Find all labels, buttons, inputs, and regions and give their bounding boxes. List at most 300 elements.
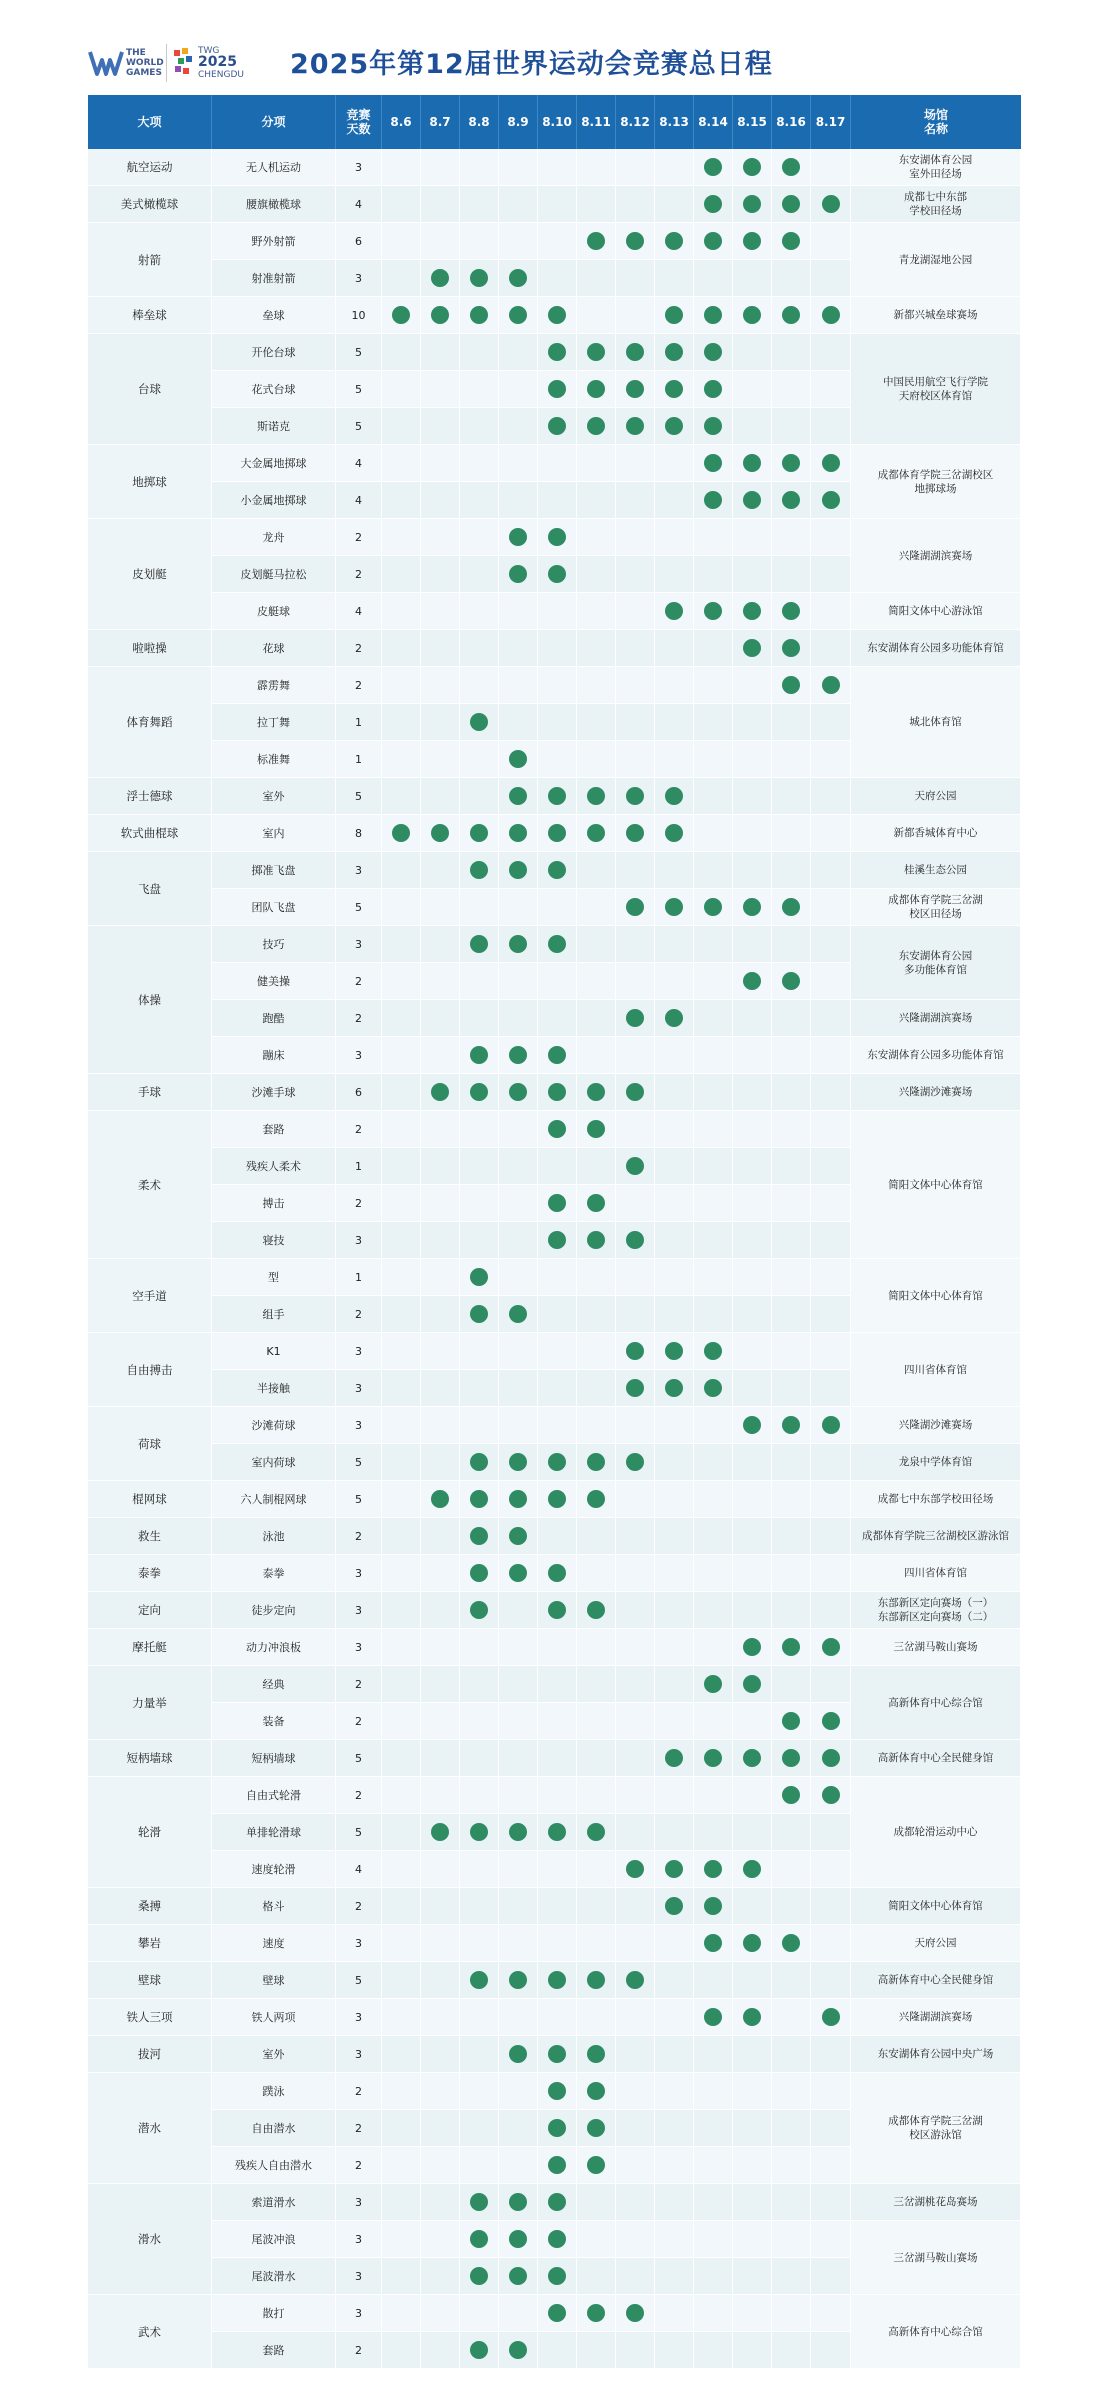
date-cell — [382, 1814, 421, 1851]
date-cell — [655, 852, 694, 889]
competition-day-dot — [626, 1342, 644, 1360]
date-cell — [538, 963, 577, 1000]
date-cell — [655, 1185, 694, 1222]
competition-day-dot — [431, 306, 449, 324]
days-cell: 3 — [336, 926, 382, 963]
date-cell — [577, 667, 616, 704]
date-cell — [694, 1370, 733, 1407]
date-cell — [577, 1222, 616, 1259]
date-cell — [772, 1777, 811, 1814]
date-cell — [421, 297, 460, 334]
table-row — [88, 1629, 1021, 1666]
date-cell — [616, 297, 655, 334]
date-cell — [694, 1407, 733, 1444]
competition-day-dot — [509, 787, 527, 805]
competition-day-dot — [470, 1971, 488, 1989]
date-cell — [655, 1962, 694, 1999]
date-cell — [538, 1851, 577, 1888]
sport-cell: 滑水 — [88, 2184, 212, 2295]
competition-day-dot — [626, 232, 644, 250]
competition-day-dot — [665, 232, 683, 250]
competition-day-dot — [587, 2156, 605, 2174]
date-cell — [499, 1703, 538, 1740]
date-cell — [694, 741, 733, 778]
date-cell — [421, 889, 460, 926]
date-cell — [460, 1740, 499, 1777]
date-cell — [460, 1370, 499, 1407]
date-cell — [694, 1962, 733, 1999]
competition-day-dot — [587, 787, 605, 805]
date-cell — [577, 1407, 616, 1444]
date-cell — [733, 1962, 772, 1999]
competition-day-dot — [704, 1749, 722, 1767]
table-row — [88, 1555, 1021, 1592]
date-cell — [538, 1925, 577, 1962]
date-cell — [616, 741, 655, 778]
date-cell — [694, 1074, 733, 1111]
competition-day-dot — [509, 1564, 527, 1582]
days-cell: 5 — [336, 1740, 382, 1777]
date-cell — [655, 963, 694, 1000]
date-cell — [655, 1925, 694, 1962]
competition-day-dot — [626, 1971, 644, 1989]
competition-day-dot — [782, 1638, 800, 1656]
date-cell — [421, 2332, 460, 2369]
date-cell — [499, 334, 538, 371]
date-cell — [538, 1185, 577, 1222]
date-cell — [577, 186, 616, 223]
date-cell — [616, 445, 655, 482]
date-cell — [538, 2184, 577, 2221]
date-cell — [421, 1148, 460, 1185]
date-cell — [382, 1222, 421, 1259]
competition-day-dot — [822, 1712, 840, 1730]
venue-cell: 高新体育中心综合馆 — [851, 1666, 1021, 1740]
date-cell — [460, 630, 499, 667]
date-cell — [772, 2221, 811, 2258]
event-cell: 残疾人柔术 — [212, 1148, 336, 1185]
date-cell — [421, 482, 460, 519]
date-cell — [772, 1629, 811, 1666]
date-cell — [655, 1740, 694, 1777]
date-cell — [811, 1925, 851, 1962]
date-cell — [655, 2332, 694, 2369]
date-cell — [694, 2110, 733, 2147]
date-cell — [382, 815, 421, 852]
event-cell: 拉丁舞 — [212, 704, 336, 741]
date-cell — [772, 482, 811, 519]
venue-cell: 龙泉中学体育馆 — [851, 1444, 1021, 1481]
competition-day-dot — [587, 1490, 605, 1508]
date-cell — [577, 963, 616, 1000]
date-cell — [733, 2221, 772, 2258]
date-cell — [382, 186, 421, 223]
date-cell — [382, 1148, 421, 1185]
header-date: 8.6 — [382, 95, 421, 149]
date-cell — [499, 223, 538, 260]
date-cell — [655, 815, 694, 852]
date-cell — [733, 1074, 772, 1111]
date-cell — [382, 2147, 421, 2184]
sport-cell: 短柄墙球 — [88, 1740, 212, 1777]
date-cell — [577, 1962, 616, 1999]
venue-cell: 三岔湖马鞍山赛场 — [851, 2221, 1021, 2295]
date-cell — [577, 519, 616, 556]
event-cell: 壁球 — [212, 1962, 336, 1999]
date-cell — [421, 556, 460, 593]
venue-cell: 兴隆湖沙滩赛场 — [851, 1407, 1021, 1444]
date-cell — [694, 1888, 733, 1925]
days-cell: 2 — [336, 1666, 382, 1703]
competition-day-dot — [704, 454, 722, 472]
date-cell — [733, 1518, 772, 1555]
table-row — [88, 297, 1021, 334]
date-cell — [460, 1259, 499, 1296]
date-cell — [733, 1777, 772, 1814]
event-cell: 型 — [212, 1259, 336, 1296]
competition-day-dot — [470, 2230, 488, 2248]
days-cell: 4 — [336, 445, 382, 482]
table-row — [88, 445, 1021, 482]
competition-day-dot — [743, 454, 761, 472]
date-cell — [460, 1777, 499, 1814]
date-cell — [616, 371, 655, 408]
date-cell — [538, 1074, 577, 1111]
date-cell — [811, 1555, 851, 1592]
date-cell — [733, 1555, 772, 1592]
venue-cell: 青龙湖湿地公园 — [851, 223, 1021, 297]
date-cell — [382, 2258, 421, 2295]
date-cell — [616, 408, 655, 445]
competition-day-dot — [548, 1601, 566, 1619]
days-cell: 5 — [336, 1962, 382, 1999]
date-cell — [538, 1703, 577, 1740]
competition-day-dot — [587, 1453, 605, 1471]
date-cell — [811, 1259, 851, 1296]
competition-day-dot — [470, 1601, 488, 1619]
date-cell — [460, 2221, 499, 2258]
date-cell — [382, 2184, 421, 2221]
venue-cell: 简阳文体中心体育馆 — [851, 1888, 1021, 1925]
date-cell — [616, 1185, 655, 1222]
event-cell: 搏击 — [212, 1185, 336, 1222]
date-cell — [460, 963, 499, 1000]
date-cell — [499, 2110, 538, 2147]
sport-cell: 救生 — [88, 1518, 212, 1555]
date-cell — [382, 926, 421, 963]
venue-cell: 成都七中东部学校田径场 — [851, 1481, 1021, 1518]
date-cell — [733, 1111, 772, 1148]
event-cell: 龙舟 — [212, 519, 336, 556]
date-cell — [772, 260, 811, 297]
date-cell — [694, 223, 733, 260]
competition-day-dot — [822, 454, 840, 472]
date-cell — [811, 445, 851, 482]
competition-day-dot — [509, 2193, 527, 2211]
date-cell — [811, 926, 851, 963]
event-cell: K1 — [212, 1333, 336, 1370]
date-cell — [382, 630, 421, 667]
date-cell — [421, 1814, 460, 1851]
competition-day-dot — [704, 380, 722, 398]
competition-day-dot — [470, 824, 488, 842]
date-cell — [460, 1185, 499, 1222]
date-cell — [655, 223, 694, 260]
table-row — [88, 186, 1021, 223]
date-cell — [499, 1148, 538, 1185]
sport-cell: 浮士德球 — [88, 778, 212, 815]
date-cell — [499, 1037, 538, 1074]
competition-day-dot — [431, 1083, 449, 1101]
date-cell — [577, 1037, 616, 1074]
date-cell — [499, 1777, 538, 1814]
date-cell — [811, 815, 851, 852]
date-cell — [538, 1814, 577, 1851]
competition-day-dot — [782, 195, 800, 213]
date-cell — [538, 2221, 577, 2258]
date-cell — [772, 667, 811, 704]
date-cell — [460, 778, 499, 815]
date-cell — [616, 260, 655, 297]
date-cell — [772, 334, 811, 371]
date-cell — [382, 408, 421, 445]
date-cell — [733, 2073, 772, 2110]
date-cell — [460, 2332, 499, 2369]
competition-day-dot — [548, 2304, 566, 2322]
date-cell — [811, 1740, 851, 1777]
event-cell: 泳池 — [212, 1518, 336, 1555]
event-cell: 动力冲浪板 — [212, 1629, 336, 1666]
header-date: 8.13 — [655, 95, 694, 149]
date-cell — [655, 1518, 694, 1555]
event-cell: 自由式轮滑 — [212, 1777, 336, 1814]
date-cell — [460, 889, 499, 926]
date-cell — [694, 1925, 733, 1962]
competition-day-dot — [704, 1860, 722, 1878]
date-cell — [811, 519, 851, 556]
table-row — [88, 778, 1021, 815]
header-date: 8.11 — [577, 95, 616, 149]
venue-cell: 三岔湖马鞍山赛场 — [851, 1629, 1021, 1666]
date-cell — [382, 223, 421, 260]
competition-day-dot — [704, 898, 722, 916]
date-cell — [421, 667, 460, 704]
competition-day-dot — [822, 676, 840, 694]
date-cell — [811, 1629, 851, 1666]
table-row — [88, 2073, 1021, 2110]
date-cell — [772, 963, 811, 1000]
date-cell — [382, 1296, 421, 1333]
date-cell — [460, 1851, 499, 1888]
venue-cell: 天府公园 — [851, 778, 1021, 815]
date-cell — [772, 1370, 811, 1407]
date-cell — [460, 2110, 499, 2147]
competition-day-dot — [743, 639, 761, 657]
date-cell — [421, 926, 460, 963]
event-cell: 经典 — [212, 1666, 336, 1703]
date-cell — [733, 704, 772, 741]
date-cell — [694, 445, 733, 482]
date-cell — [811, 704, 851, 741]
date-cell — [772, 1925, 811, 1962]
competition-day-dot — [548, 1083, 566, 1101]
date-cell — [616, 1999, 655, 2036]
date-cell — [772, 1481, 811, 1518]
event-cell: 寝技 — [212, 1222, 336, 1259]
table-row — [88, 1888, 1021, 1925]
date-cell — [538, 2110, 577, 2147]
date-cell — [616, 1074, 655, 1111]
date-cell — [811, 1481, 851, 1518]
date-cell — [382, 1777, 421, 1814]
days-cell: 3 — [336, 149, 382, 186]
event-cell: 尾波冲浪 — [212, 2221, 336, 2258]
date-cell — [382, 667, 421, 704]
competition-day-dot — [431, 269, 449, 287]
competition-day-dot — [743, 306, 761, 324]
date-cell — [733, 1370, 772, 1407]
competition-day-dot — [548, 1194, 566, 1212]
date-cell — [772, 371, 811, 408]
date-cell — [694, 186, 733, 223]
date-cell — [811, 186, 851, 223]
header-date: 8.14 — [694, 95, 733, 149]
date-cell — [694, 519, 733, 556]
competition-day-dot — [626, 1083, 644, 1101]
date-cell — [655, 1888, 694, 1925]
date-cell — [538, 704, 577, 741]
event-cell: 垒球 — [212, 297, 336, 334]
competition-day-dot — [704, 602, 722, 620]
days-cell: 2 — [336, 556, 382, 593]
competition-day-dot — [782, 676, 800, 694]
event-cell: 速度轮滑 — [212, 1851, 336, 1888]
sport-cell: 武术 — [88, 2295, 212, 2369]
event-cell: 短柄墙球 — [212, 1740, 336, 1777]
date-cell — [772, 2110, 811, 2147]
venue-cell: 东安湖体育公园中央广场 — [851, 2036, 1021, 2073]
date-cell — [616, 1888, 655, 1925]
date-cell — [811, 1518, 851, 1555]
header-date: 8.9 — [499, 95, 538, 149]
days-cell: 1 — [336, 741, 382, 778]
date-cell — [460, 297, 499, 334]
date-cell — [460, 1444, 499, 1481]
date-cell — [772, 223, 811, 260]
venue-cell: 桂溪生态公园 — [851, 852, 1021, 889]
date-cell — [655, 149, 694, 186]
competition-day-dot — [587, 417, 605, 435]
date-cell — [772, 593, 811, 630]
date-cell — [733, 1592, 772, 1629]
competition-day-dot — [470, 2193, 488, 2211]
date-cell — [694, 408, 733, 445]
header-date: 8.10 — [538, 95, 577, 149]
date-cell — [616, 1555, 655, 1592]
date-cell — [616, 2036, 655, 2073]
date-cell — [460, 704, 499, 741]
date-cell — [421, 815, 460, 852]
competition-day-dot — [704, 232, 722, 250]
date-cell — [538, 297, 577, 334]
event-cell: 装备 — [212, 1703, 336, 1740]
date-cell — [577, 1259, 616, 1296]
venue-cell: 高新体育中心全民健身馆 — [851, 1740, 1021, 1777]
date-cell — [811, 1851, 851, 1888]
event-cell: 跑酷 — [212, 1000, 336, 1037]
date-cell — [538, 445, 577, 482]
date-cell — [382, 1259, 421, 1296]
venue-cell: 高新体育中心综合馆 — [851, 2295, 1021, 2369]
date-cell — [460, 2036, 499, 2073]
date-cell — [577, 815, 616, 852]
competition-day-dot — [509, 2267, 527, 2285]
date-cell — [811, 260, 851, 297]
competition-day-dot — [587, 2119, 605, 2137]
date-cell — [460, 852, 499, 889]
date-cell — [499, 1888, 538, 1925]
date-cell — [460, 1111, 499, 1148]
competition-day-dot — [704, 1897, 722, 1915]
date-cell — [382, 260, 421, 297]
date-cell — [421, 1703, 460, 1740]
date-cell — [694, 852, 733, 889]
sport-cell: 拔河 — [88, 2036, 212, 2073]
date-cell — [733, 2110, 772, 2147]
days-cell: 3 — [336, 1592, 382, 1629]
date-cell — [694, 2036, 733, 2073]
competition-day-dot — [782, 1934, 800, 1952]
date-cell — [694, 1851, 733, 1888]
sport-cell: 泰拳 — [88, 1555, 212, 1592]
date-cell — [382, 1666, 421, 1703]
event-cell: 室内 — [212, 815, 336, 852]
date-cell — [655, 778, 694, 815]
date-cell — [577, 1851, 616, 1888]
sport-cell: 空手道 — [88, 1259, 212, 1333]
sport-cell: 体操 — [88, 926, 212, 1074]
date-cell — [538, 852, 577, 889]
competition-day-dot — [704, 417, 722, 435]
date-cell — [421, 2036, 460, 2073]
date-cell — [655, 1592, 694, 1629]
event-cell: 铁人两项 — [212, 1999, 336, 2036]
date-cell — [655, 1703, 694, 1740]
table-row — [88, 1333, 1021, 1370]
days-cell: 2 — [336, 1111, 382, 1148]
date-cell — [772, 1148, 811, 1185]
competition-day-dot — [665, 1009, 683, 1027]
date-cell — [772, 1851, 811, 1888]
date-cell — [772, 1518, 811, 1555]
sport-cell: 铁人三项 — [88, 1999, 212, 2036]
date-cell — [538, 630, 577, 667]
date-cell — [733, 1407, 772, 1444]
table-row — [88, 926, 1021, 963]
date-cell — [772, 2036, 811, 2073]
competition-day-dot — [548, 861, 566, 879]
date-cell — [577, 1555, 616, 1592]
days-cell: 3 — [336, 2036, 382, 2073]
date-cell — [460, 1703, 499, 1740]
date-cell — [382, 1000, 421, 1037]
competition-day-dot — [548, 2193, 566, 2211]
date-cell — [811, 1703, 851, 1740]
date-cell — [499, 815, 538, 852]
competition-day-dot — [822, 306, 840, 324]
date-cell — [499, 1666, 538, 1703]
date-cell — [421, 334, 460, 371]
